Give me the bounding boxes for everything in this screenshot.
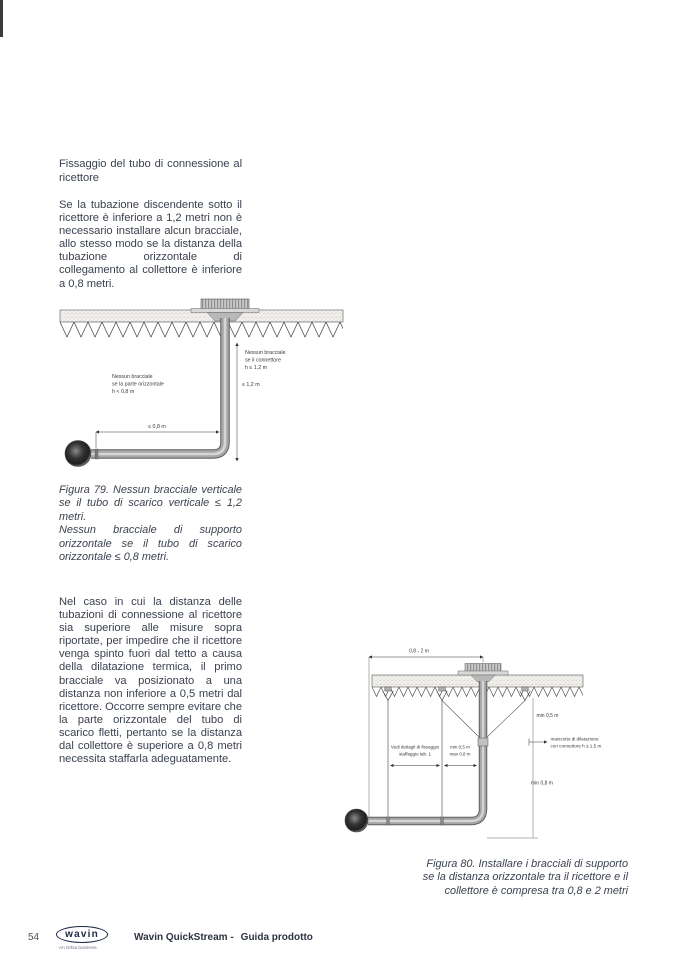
footer-title-part2: Guida prodotto — [240, 932, 313, 943]
dim-vertical-label: ≤ 1,2 m — [242, 382, 260, 388]
label-bracket-spacing-line2: max 0,8 m — [449, 751, 471, 757]
page-number: 54 — [28, 932, 40, 943]
dim-top-label: 0,8 - 2 m — [409, 648, 429, 655]
footer-title-part1: Wavin QuickStream - — [134, 932, 234, 943]
pipe-coupling — [95, 449, 98, 459]
footer-document-title — [134, 932, 313, 943]
label-line: se la parte orizzontale — [112, 381, 164, 388]
scan-artifact — [0, 0, 3, 37]
label-line: se il connettore — [245, 357, 281, 364]
figure-80-diagram — [335, 635, 655, 850]
horizontal-dimension — [96, 424, 219, 448]
roof-structure — [60, 310, 343, 339]
pipe-clamp — [387, 817, 390, 825]
figure-79-diagram — [55, 296, 355, 491]
figure-79-caption — [59, 484, 242, 564]
caption-79-line2: Nessun bracciale di supporto orizzontale se il tubo di scarico orizzontale ≤ 0,8 metri. — [59, 524, 242, 564]
caption-79-line1: Figura 79. Nessun bracciale verticale se il tubo di scarico verticale ≤ 1,2 metri. — [59, 484, 242, 523]
label-line: h < 0,8 m — [112, 389, 135, 395]
label-bracket-note-line1: Vedi dettagli di fissaggio — [390, 744, 440, 750]
paragraph-1: Se la tubazione discendente sotto il ricettore è inferiore a 1,2 metri non è necessario installare alcun bracciale, allo stesso modo se la distanza della tubazione orizzontale di collegamento al collettore è inferiore a 0,8 metri. — [59, 199, 242, 290]
vertical-no-bracket-label — [245, 350, 286, 371]
right-annotations — [487, 698, 601, 838]
figure-80-caption: Figura 80. Installare i bracciali di supporto se la distanza orizzontale tra il ricettore e il collettore è compresa tra 0,8 e 2 metri — [422, 858, 628, 897]
wavin-logo-tagline: An Orbia business. — [59, 944, 98, 950]
label-line: Nessun bracciale — [112, 374, 153, 380]
support-rods — [388, 701, 525, 817]
expansion-sleeve — [478, 738, 488, 746]
horizontal-no-bracket-label — [112, 374, 164, 395]
wavin-logo-text: wavin — [65, 929, 99, 940]
dim-horizontal-label: ≤ 0,8 m — [148, 424, 166, 430]
bracket-spacing-dimensions — [391, 745, 477, 766]
wavin-logo — [56, 926, 108, 950]
label-bottom-clearance: min 0,8 m — [531, 780, 553, 787]
wavin-logo-oval — [56, 926, 108, 943]
section-heading: Fissaggio del tubo di connessione al ricettore — [59, 158, 242, 184]
label-roof-clearance: min 0,5 m — [536, 713, 559, 719]
pipe-clamp — [441, 817, 444, 825]
label-sleeve-line2: con connettore h ≥ 1,5 m — [550, 743, 602, 749]
label-bracket-spacing-line1: min 0,5 m — [450, 744, 470, 750]
paragraph-2: Nel caso in cui la distanza delle tubazioni di connessione al ricettore sia superiore alle misure sopra riportate, per impedire che il ricettore venga spinto fuori dal tetto a causa della dilatazione termica, il primo bracciale va posizionato a una distanza non inferiore a 0,5 metri dal ricettore. Occorre sempre evitare che la parte orizzontale del tubo di scarico fletti, pertanto se la distanza dal collettore è superiore a 0,8 metri necessita staffarla adeguatamente. — [59, 596, 242, 766]
collector-sphere — [345, 809, 368, 832]
label-line: Nessun bracciale — [245, 350, 286, 356]
label-bracket-note-line2: staffaggio tab. 1 — [399, 751, 431, 757]
collector-sphere — [65, 441, 91, 467]
label-line: h ≤ 1,2 m — [245, 365, 268, 371]
label-sleeve-line1: manicotto di dilatazione — [550, 736, 599, 742]
